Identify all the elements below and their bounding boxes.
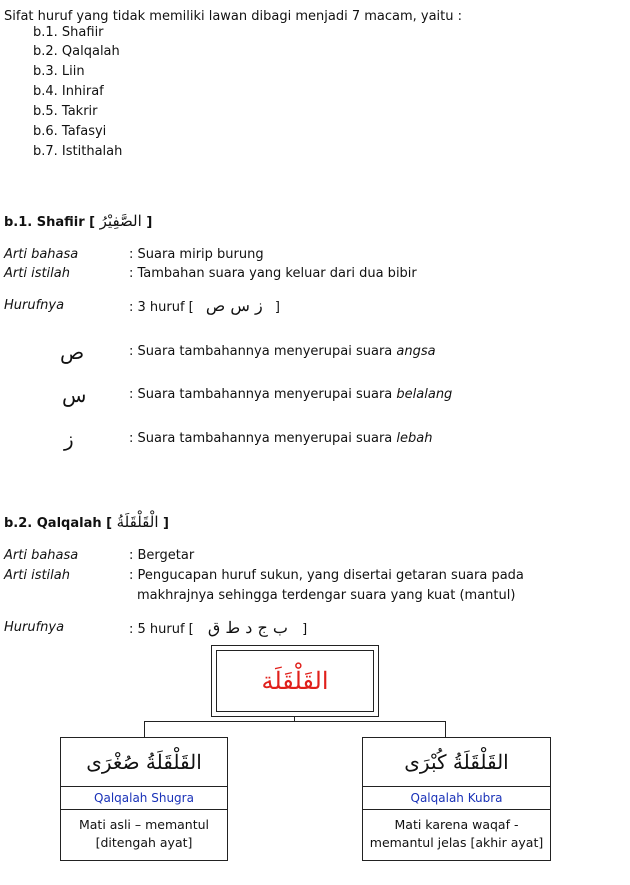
list-item: b.2. Qalqalah (33, 44, 120, 59)
list-item: b.6. Tafasyi (33, 124, 107, 139)
value-arti-istilah: : Pengucapan huruf sukun, yang disertai getaran suara pada (129, 568, 524, 583)
value-arti-istilah-cont: makhrajnya sehingga terdengar suara yang kuat (mantul) (137, 588, 516, 603)
connector-line (445, 721, 446, 737)
list-item: b.5. Takrir (33, 104, 98, 119)
left-desc: Mati asli – memantul [ditengah ayat] (78, 817, 210, 850)
list-item: b.3. Liin (33, 64, 85, 79)
connector-line (144, 721, 446, 722)
left-arabic: القَلْقَلَةُ صُغْرَى (86, 750, 202, 774)
diagram-left-box (60, 737, 228, 861)
list-item: b.1. Shafiir (33, 25, 104, 40)
diagram-right-box (362, 737, 551, 861)
label-arti-bahasa: Arti bahasa (4, 247, 79, 262)
value-arti-bahasa: : Bergetar (129, 548, 195, 563)
left-label: Qalqalah Shugra (61, 787, 227, 810)
list-item: b.4. Inhiraf (33, 84, 104, 99)
section-title: b.1. Shafiir [ الصَّفِيْرُ ] (4, 212, 153, 230)
value-arti-istilah: : Tambahan suara yang keluar dari dua bibir (129, 266, 417, 281)
right-arabic: القَلْقَلَةُ كُبْرَى (404, 750, 509, 774)
label-hurufnya: Hurufnya (4, 620, 65, 635)
label-arti-bahasa: Arti bahasa (4, 548, 79, 563)
intro-text: Sifat huruf yang tidak memiliki lawan dibagi menjadi 7 macam, yaitu : (4, 9, 463, 24)
label-arti-istilah: Arti istilah (4, 568, 70, 583)
diagram-root-box (216, 650, 374, 712)
label-arti-istilah: Arti istilah (4, 266, 70, 281)
right-desc: Mati karena waqaf - memantul jelas [akhir ayat] (369, 817, 544, 850)
section-title: b.2. Qalqalah [ الْقَلْقَلَةُ ] (4, 513, 169, 531)
right-label: Qalqalah Kubra (363, 787, 550, 810)
value-arti-bahasa: : Suara mirip burung (129, 247, 264, 262)
connector-line (144, 721, 145, 737)
arabic-letter: ص (60, 340, 85, 364)
arabic-letter: ز (64, 427, 74, 451)
diagram-root-text: القَلْقَلَة (261, 667, 329, 695)
list-item: b.7. Istithalah (33, 144, 123, 159)
arabic-letter: س (62, 383, 87, 407)
value-hurufnya: : 3 huruf [ ز س ص ] (129, 296, 280, 315)
example-text: : Suara tambahannya menyerupai suara angsa (129, 344, 436, 359)
value-hurufnya: : 5 huruf [ ب ج د ط ق ] (129, 618, 308, 637)
label-hurufnya: Hurufnya (4, 298, 65, 313)
example-text: : Suara tambahannya menyerupai suara belalang (129, 387, 453, 402)
example-text: : Suara tambahannya menyerupai suara lebah (129, 431, 433, 446)
